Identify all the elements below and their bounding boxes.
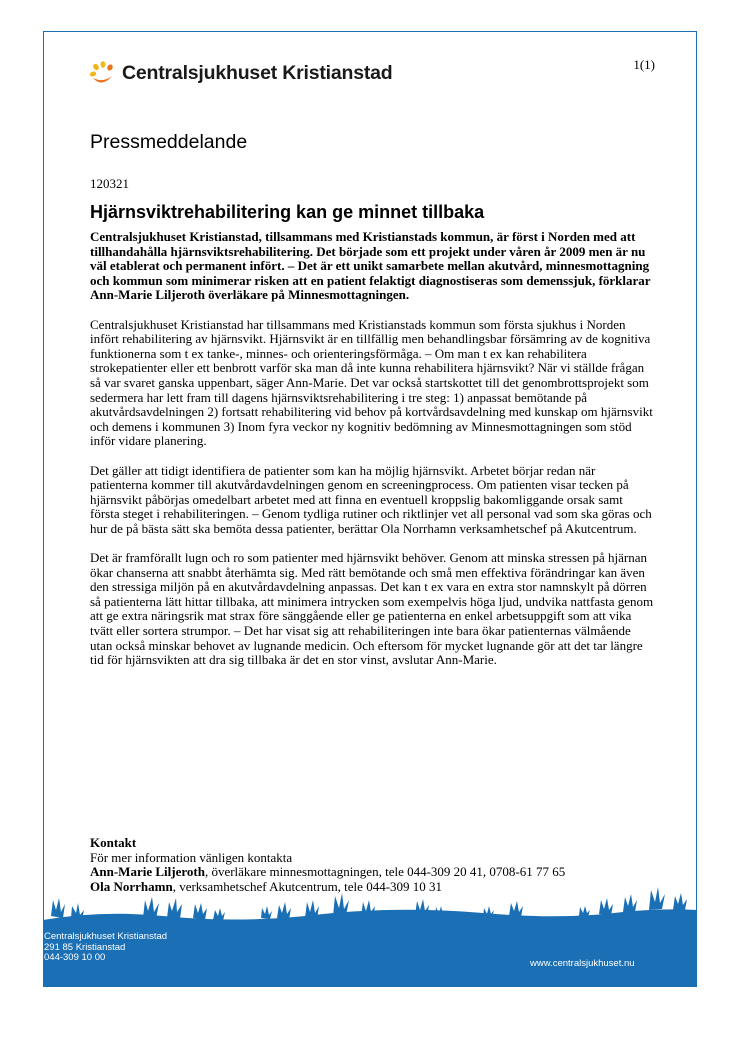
page-number: 1(1): [633, 57, 655, 72]
logo-text: Centralsjukhuset Kristianstad: [122, 61, 393, 84]
sun-flower-icon: [89, 61, 115, 85]
footer-address: [44, 932, 167, 964]
paragraph-1: Centralsjukhuset Kristianstad har tillsammans med Kristianstads kommun som första sjukhus i Norden infört rehabilitering av hjärnsvikt. Hjärnsvikt är en tillfällig men behandlingsbar försämring av de kognitiva funktionerna som t ex tanke-, minnes- och orienteringsförmåga. – Om man t ex kan rehabilitera strokepatienter eller ett benbrott varför ska man då inte kunna rehabilitera hjärnsvikt? När vi ställde frågan så var svaret ganska uppenbart, säger Ann-Marie. Det var också startskottet till det genombrottsprojekt som sedermera har lett fram till dagens hjärnsviktsrehabilitering i tre steg: 1) anpassat bemötande på akutvårdsavdelningen 2) fortsatt rehabilitering vid behov på kortvårdsavdelning med kunskap om hjärnsvikt och demens i kommunen 3) Inom fyra veckor ny kognitiv bedömning av Minnesmottagningen som stöd inför vidare planering.: [90, 316, 653, 449]
headline: Hjärnsviktrehabilitering kan ge minnet tillbaka: [90, 202, 485, 222]
contact-intro: För mer information vänligen kontakta: [90, 849, 293, 865]
contact-name: Ann-Marie Liljeroth: [90, 864, 205, 880]
document-type: Pressmeddelande: [90, 131, 248, 153]
article-body: [90, 230, 655, 682]
footer-website: [530, 958, 635, 969]
hospital-logo: [89, 61, 393, 85]
website-link[interactable]: www.centralsjukhuset.nu: [530, 958, 635, 969]
footer-address-line: 044-309 10 00: [44, 952, 106, 963]
footer-address-line: 291 85 Kristianstad: [44, 941, 126, 953]
ingress: Centralsjukhuset Kristianstad, tillsammans med Kristianstads kommun, är först i Norden med att tillhandahålla hjärnsviktsrehabilitering. Det började som ett projekt under våren år 2009 men är nu väl etablerat och permanent infört. – Det är ett unikt samarbete mellan akutvård, minnesmottagning och kommun som minimerar risken att en patient felaktigt diagnostiseras som demenssjuk, förklarar Ann-Marie Liljeroth överläkare på Minnesmottagningen.: [90, 229, 651, 303]
paragraph-2: Det gäller att tidigt identifiera de patienter som kan ha möjlig hjärnsvikt. Arbetet börjar redan när patienterna kommer till akutvårdavdelningen genom en screeningprocess. Om patienten visar tecken på hjärnsvikt påbörjas omedelbart arbetet med att finna en eventuell kroppslig bakomliggande orsak samt första steget i rehabiliteringen. – Genom tydliga rutiner och riktlinjer vet all personal vad som ska göras och hur de på bästa sätt ska bemöta dessa patienter, berättar Ola Norrhamn verksamhetschef på Akutcentrum.: [90, 462, 652, 536]
contact-name: Ola Norrhamn: [90, 878, 173, 894]
contact-heading: Kontakt: [90, 835, 137, 850]
press-release-page: [43, 31, 697, 987]
contact-person: [90, 865, 680, 880]
footer-address-line: Centralsjukhuset Kristianstad: [44, 931, 168, 942]
release-date: 120321: [90, 176, 129, 191]
paragraph-3: Det är framförallt lugn och ro som patienter med hjärnsvikt behöver. Genom att minska stressen på hjärnan ökar chanserna att snabbt återhämta sig. Med rätt bemötande och små men effektiva förändringar kan även den stressiga miljön på en akutvårdavdelning anpassas. Det kan t ex vara en extra stor namnskylt på dörren så patienterna lätt hittar tillbaka, att minimera intrycken som exempelvis höga ljud, undvika nattfasta genom att ge extra näringsrik mat strax före sänggående eller ge patienterna en enkel arbetsuppgift som att vika tvätt eller sortera strumpor. – Det har visat sig att rehabiliteringen inte bara ökar patienternas välmående utan också minskar behovet av lugnande medicin. Och eftersom för mycket lugnande gör att det tar längre tid för hjärnsvikten att dra sig tillbaka är det en stor vinst, avslutar Ann-Marie.: [90, 550, 654, 668]
contact-details: , överläkare minnesmottagningen, tele 044-309 20 41, 0708-61 77 65: [204, 864, 566, 880]
contact-details: , verksamhetschef Akutcentrum, tele 044-309 10 31: [172, 878, 443, 894]
